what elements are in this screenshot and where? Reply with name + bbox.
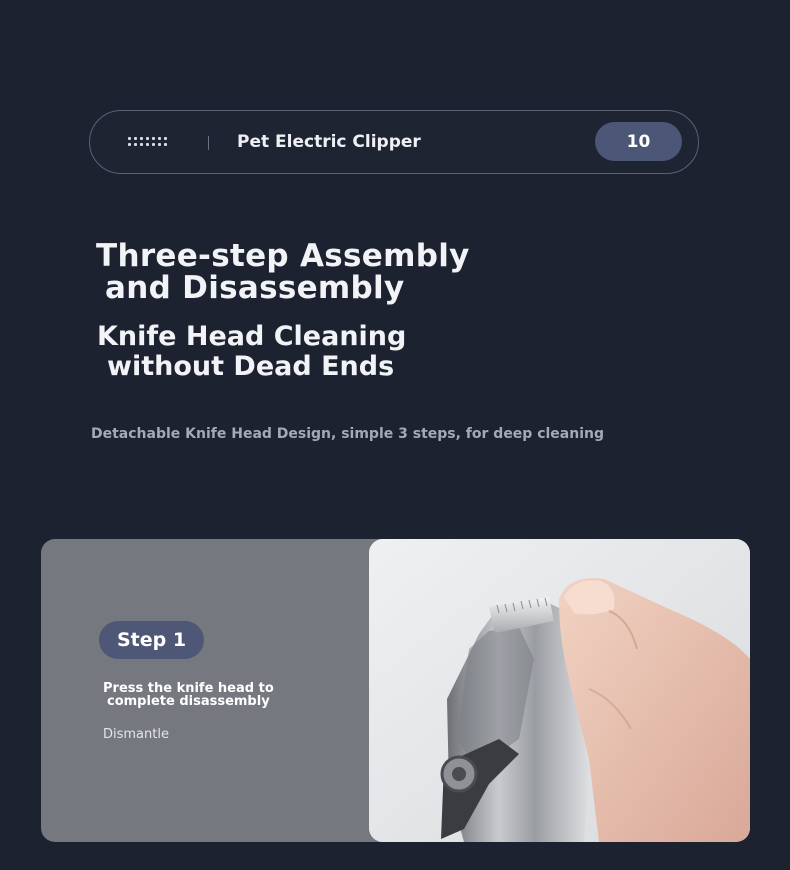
page-title [96,240,470,304]
title-line-2: and Disassembly [105,270,405,306]
instruction-line-2: complete disassembly [107,694,270,709]
instruction-line-1: Press the knife head to [103,681,274,696]
hand-holding-clipper-photo [369,539,750,842]
step-badge: Step 1 [99,621,204,659]
header-title: Pet Electric Clipper [237,132,421,152]
count-badge[interactable]: 10 [595,122,682,161]
clipper-illustration [369,539,750,842]
subtitle-line-2: without Dead Ends [107,351,395,382]
subtitle-line-1: Knife Head Cleaning [97,321,407,352]
description-text: Detachable Knife Head Design, simple 3 steps, for deep cleaning [91,426,604,442]
grid-dots-icon[interactable] [128,137,170,149]
header-divider [208,136,209,150]
step-action-label: Dismantle [103,727,169,742]
step-card [41,539,750,842]
page-subtitle [97,322,406,382]
step-instruction [103,682,274,708]
title-line-1: Three-step Assembly [96,238,470,274]
